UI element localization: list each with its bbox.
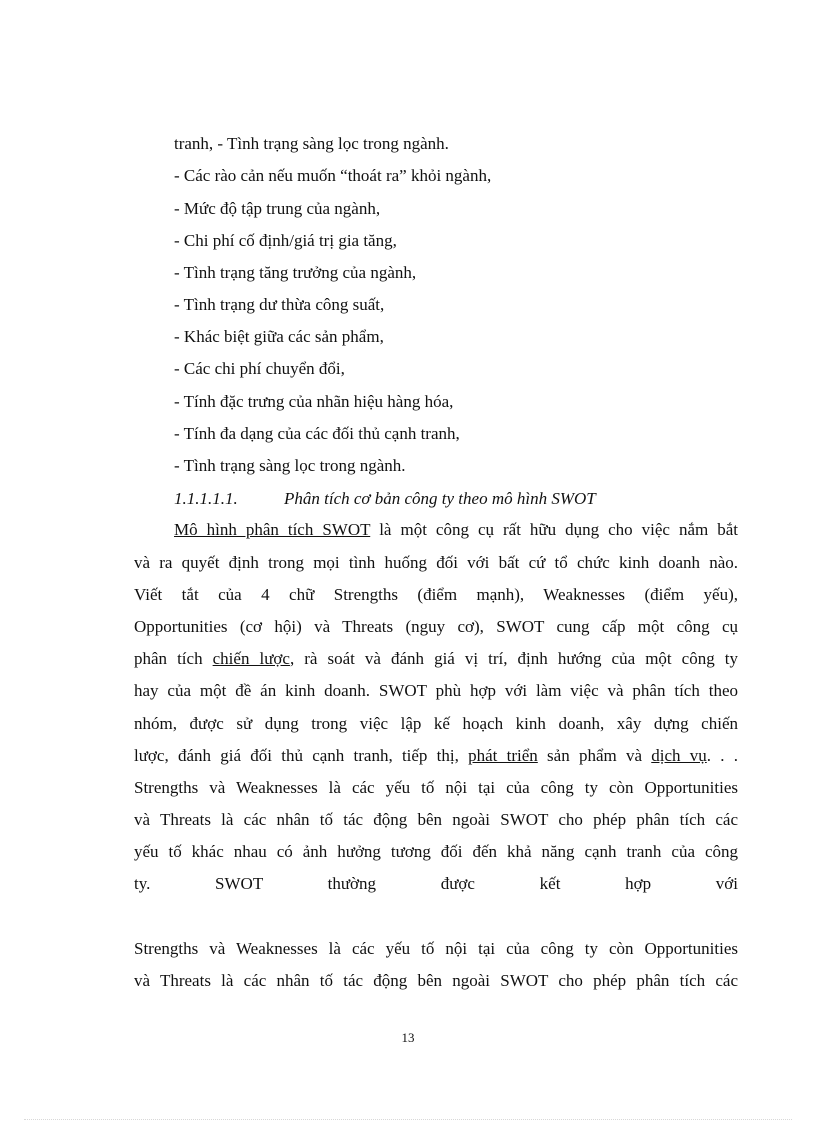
list-item: - Chi phí cố định/giá trị gia tăng, [174, 231, 397, 250]
list-item: - Tính đặc trưng của nhãn hiệu hàng hóa, [174, 392, 454, 411]
paragraph-line: yếu tố khác nhau có ảnh hưởng tương đối đến khả năng cạnh tranh của công [134, 842, 738, 861]
paragraph-line: Opportunities (cơ hội) và Threats (nguy cơ), SWOT cung cấp một công cụ [134, 617, 738, 636]
section-heading [174, 488, 596, 510]
section-title: Phân tích cơ bản công ty theo mô hình SWOT [284, 489, 596, 508]
list-item: - Tình trạng tăng trưởng của ngành, [174, 263, 417, 282]
development-link[interactable]: phát triển [468, 746, 538, 765]
paragraph-line: và ra quyết định trong mọi tình huống đối với bất cứ tổ chức kinh doanh nào. [134, 553, 738, 572]
paragraph-line: và Threats là các nhân tố tác động bên ngoài SWOT cho phép phân tích các [134, 971, 738, 990]
paragraph-line: Mô hình phân tích SWOT là một công cụ rất hữu dụng cho việc nắm bắt [174, 520, 738, 539]
paragraph-line: lược, đánh giá đối thủ cạnh tranh, tiếp thị, phát triển sản phẩm và dịch vụ. . . [134, 746, 738, 765]
list-item: - Tính đa dạng của các đối thủ cạnh tranh, [174, 424, 460, 443]
paragraph-line: phân tích chiến lược, rà soát và đánh giá vị trí, định hướng của một công ty [134, 649, 738, 668]
paragraph-line: Strengths và Weaknesses là các yếu tố nội tại của công ty còn Opportunities [134, 939, 738, 958]
list-item: - Mức độ tập trung của ngành, [174, 199, 381, 218]
list-item: - Tình trạng dư thừa công suất, [174, 295, 385, 314]
paragraph-line: Viết tắt của 4 chữ Strengths (điểm mạnh), Weaknesses (điểm yếu), [134, 585, 738, 604]
list-item: - Các rào cản nếu muốn “thoát ra” khỏi ngành, [174, 166, 492, 185]
page-number: 13 [401, 1030, 415, 1045]
list-item: tranh, - Tình trạng sàng lọc trong ngành. [174, 134, 449, 153]
section-number: 1.1.1.1.1. [174, 489, 238, 508]
paragraph-line: nhóm, được sử dụng trong việc lập kế hoạch kinh doanh, xây dựng chiến [134, 714, 738, 733]
paragraph-line: ty. SWOT thường được kết hợp với [134, 874, 738, 893]
service-link[interactable]: dịch vụ [651, 746, 707, 765]
page-bottom-divider [24, 1119, 792, 1120]
list-item: - Khác biệt giữa các sản phẩm, [174, 327, 384, 346]
list-item: - Tình trạng sàng lọc trong ngành. [174, 456, 406, 475]
swot-link[interactable]: Mô hình phân tích SWOT [174, 520, 371, 539]
list-item: - Các chi phí chuyển đổi, [174, 359, 345, 378]
paragraph-line: Strengths và Weaknesses là các yếu tố nội tại của công ty còn Opportunities [134, 778, 738, 797]
paragraph-line: hay của một đề án kinh doanh. SWOT phù hợp với làm việc và phân tích theo [134, 681, 738, 700]
paragraph-line: và Threats là các nhân tố tác động bên ngoài SWOT cho phép phân tích các [134, 810, 738, 829]
strategy-link[interactable]: chiến lược [212, 649, 290, 668]
